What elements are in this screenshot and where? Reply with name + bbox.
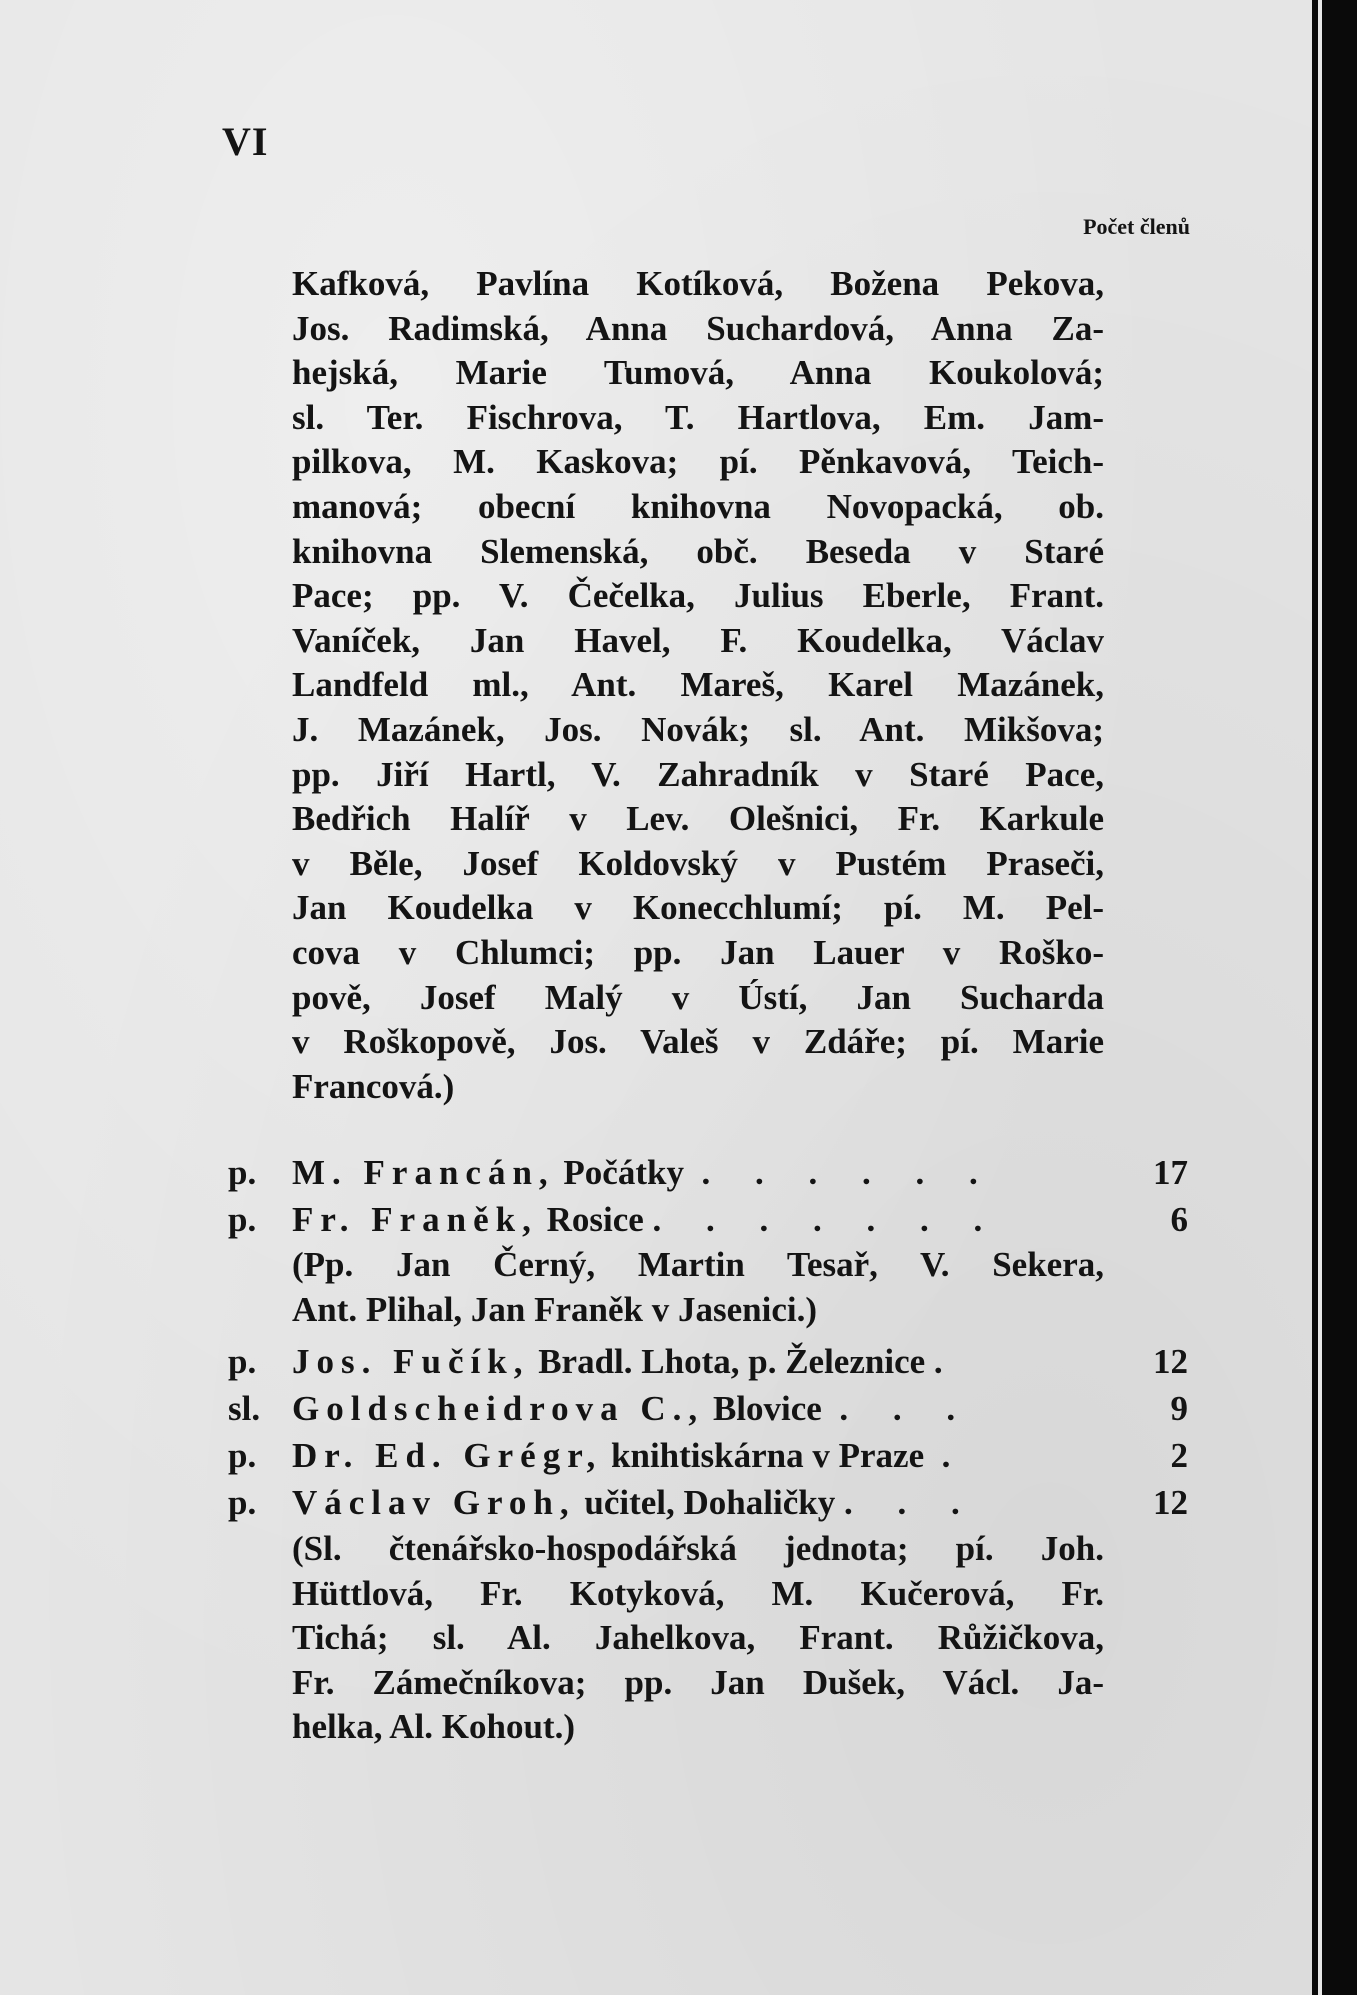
entry-count: 12: [1153, 1342, 1188, 1381]
entry-name: Dr. Ed. Grégr,: [292, 1436, 603, 1475]
intro-paragraph: [292, 262, 1104, 1109]
text-line: pově, Josef Malý v Ústí, Jan Sucharda: [292, 977, 1104, 1017]
text-line: Vaníček, Jan Havel, F. Koudelka, Václav: [292, 620, 1104, 660]
text-line: knihovna Slemenská, obč. Beseda v Staré: [292, 531, 1104, 571]
text-line: cova v Chlumci; pp. Jan Lauer v Roško-: [292, 932, 1104, 972]
text-line: Landfeld ml., Ant. Mareš, Karel Mazánek,: [292, 665, 1104, 705]
text-line: Hüttlová, Fr. Kotyková, M. Kučerová, Fr.: [292, 1573, 1104, 1613]
text-line: v Běle, Josef Koldovský v Pustém Praseči,: [292, 843, 1104, 883]
text-line: helka, Al. Kohout.): [292, 1707, 575, 1747]
page-number: VI: [222, 119, 269, 164]
entry-leader-dots: . . .: [843, 1483, 978, 1522]
text-line: Kafková, Pavlína Kotíková, Božena Pekova,: [292, 264, 1104, 303]
entry-detail: Rosice: [546, 1200, 644, 1239]
note-groh: [292, 1527, 1104, 1750]
entry-detail: knihtiskárna v Praze: [611, 1436, 925, 1475]
entry-count: 2: [1170, 1436, 1188, 1475]
text-line: (Pp. Jan Černý, Martin Tesař, V. Sekera,: [292, 1245, 1104, 1284]
member-entry: [228, 1150, 1188, 1195]
entry-leader-dots: . . .: [839, 1389, 974, 1428]
entry-name: Jos. Fučík,: [292, 1342, 530, 1381]
text-line: manová; obecní knihovna Novopacká, ob.: [292, 486, 1104, 526]
member-entry: [228, 1433, 1188, 1478]
entry-prefix: p.: [228, 1483, 257, 1522]
entry-prefix: p.: [228, 1200, 257, 1239]
entry-prefix: sl.: [228, 1389, 261, 1428]
entry-leader-dots: .: [941, 1436, 969, 1475]
entry-prefix: p.: [228, 1436, 257, 1475]
entry-name: Fr. Franěk,: [292, 1200, 538, 1239]
text-line: Ant. Plihal, Jan Franěk v Jasenici.): [292, 1289, 818, 1329]
entry-prefix: p.: [228, 1153, 257, 1192]
text-line: Jan Koudelka v Konecchlumí; pí. M. Pel-: [292, 888, 1104, 928]
entry-name: Václav Groh,: [292, 1483, 576, 1522]
text-line: v Roškopově, Jos. Valeš v Zdáře; pí. Marie: [292, 1022, 1104, 1062]
entry-leader-dots: .: [933, 1342, 961, 1381]
entry-count: 9: [1170, 1389, 1188, 1428]
text-line: sl. Ter. Fischrova, T. Hartlova, Em. Jam-: [292, 397, 1104, 437]
entry-detail: Blovice: [712, 1389, 822, 1428]
member-entry: [228, 1480, 1188, 1525]
entry-name: M. Francán,: [292, 1153, 555, 1192]
column-header: Počet členů: [1083, 214, 1190, 239]
text-line: pilkova, M. Kaskova; pí. Pěnkavová, Teich-: [292, 442, 1104, 482]
entry-count: 12: [1153, 1483, 1188, 1522]
entry-name: Goldscheidrova C.,: [292, 1389, 705, 1428]
member-entry: [228, 1339, 1188, 1384]
text-line: Tichá; sl. Al. Jahelkova, Frant. Růžičkova,: [292, 1618, 1104, 1658]
entry-detail: Počátky: [563, 1153, 684, 1192]
text-line: Francová.): [292, 1066, 455, 1106]
page-edge-line: [1318, 0, 1322, 1995]
text-line: Fr. Zámečníkova; pp. Jan Dušek, Václ. Ja-: [292, 1662, 1104, 1702]
entry-prefix: p.: [228, 1342, 257, 1381]
entry-count: 6: [1170, 1200, 1188, 1239]
entry-count: 17: [1153, 1153, 1188, 1192]
text-line: hejská, Marie Tumová, Anna Koukolová;: [292, 353, 1104, 393]
entry-detail: učitel, Dohaličky: [584, 1483, 836, 1522]
entry-leader-dots: . . . . . . .: [652, 1200, 1001, 1239]
text-line: J. Mazánek, Jos. Novák; sl. Ant. Mikšova;: [292, 709, 1104, 749]
member-entry: [228, 1386, 1188, 1431]
text-line: Jos. Radimská, Anna Suchardová, Anna Za-: [292, 308, 1104, 348]
note-franek: [292, 1243, 1104, 1332]
text-line: Pace; pp. V. Čečelka, Julius Eberle, Frant.: [292, 576, 1104, 616]
text-line: Bedřich Halíř v Lev. Olešnici, Fr. Karkule: [292, 799, 1104, 839]
entry-leader-dots: . . . . . .: [701, 1153, 996, 1192]
entry-detail: Bradl. Lhota, p. Železnice: [538, 1342, 926, 1381]
member-entry: [228, 1197, 1188, 1242]
text-line: pp. Jiří Hartl, V. Zahradník v Staré Pace,: [292, 754, 1104, 794]
text-line: (Sl. čtenářsko-hospodářská jednota; pí. Joh.: [292, 1529, 1104, 1568]
